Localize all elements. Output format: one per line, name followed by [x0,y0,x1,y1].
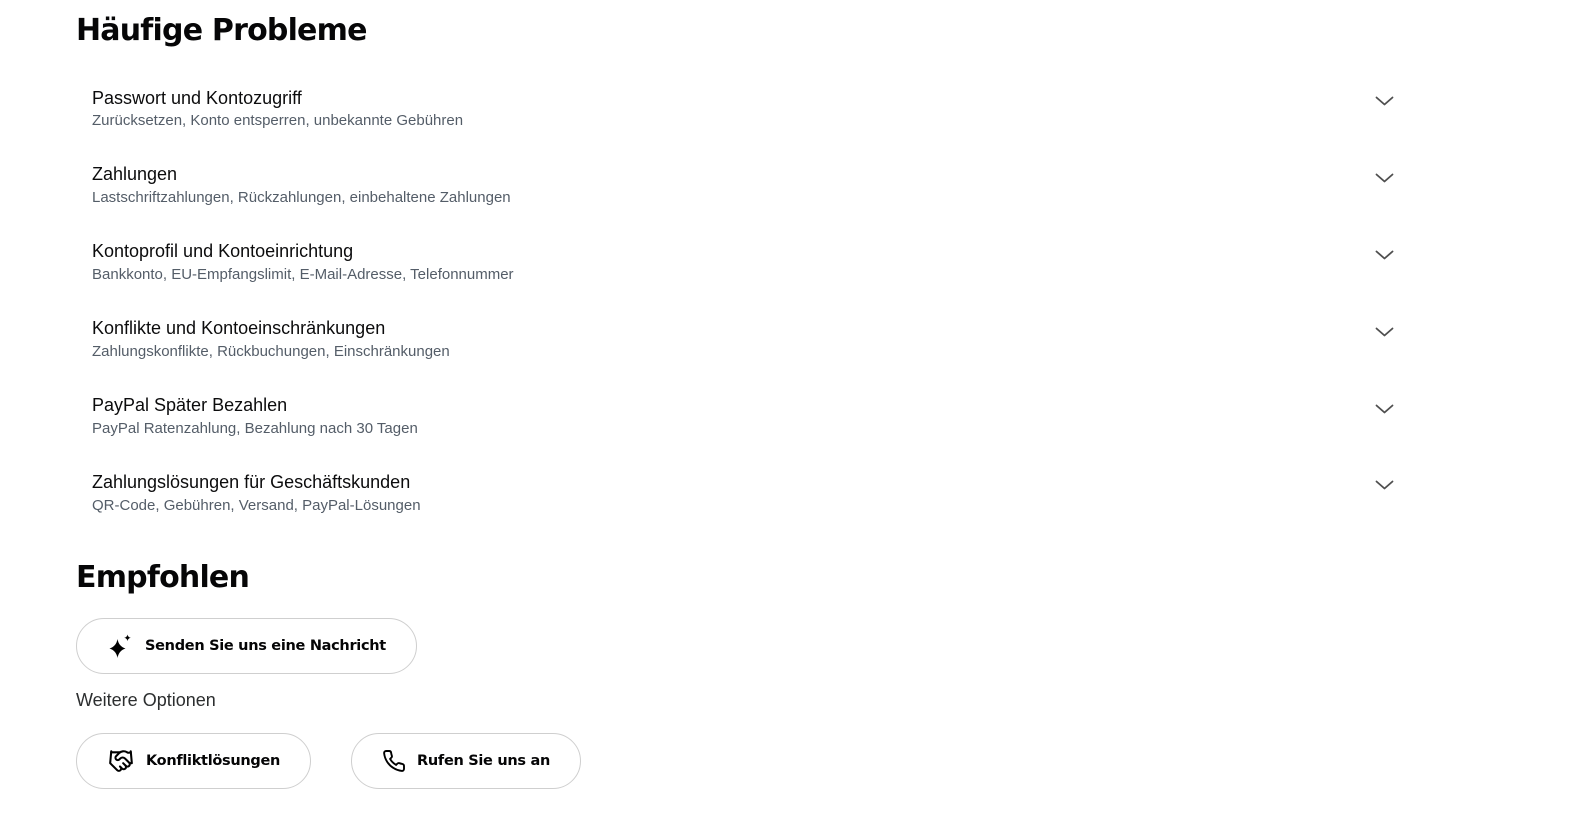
issue-title: Kontoprofil und Kontoeinrichtung [92,241,354,262]
dispute-resolution-label: Konfliktlösungen [146,752,281,769]
phone-icon [382,749,406,773]
send-message-label: Senden Sie uns eine Nachricht [145,638,386,655]
chevron-down-icon [1375,480,1394,491]
expand-button[interactable] [1371,474,1397,498]
issue-subtitle: Lastschriftzahlungen, Rückzahlungen, einbehaltene Zahlungen [92,189,511,207]
expand-button[interactable] [1371,90,1397,114]
chevron-down-icon [1375,173,1394,184]
issue-text [92,472,421,516]
issue-row-payments[interactable] [92,150,1401,227]
issue-title: Passwort und Kontozugriff [92,87,302,108]
issue-row-business-payment-solutions[interactable] [92,458,1401,535]
expand-button[interactable] [1371,243,1397,267]
issue-text [92,164,511,208]
issue-text [92,88,463,132]
issue-row-pay-later[interactable] [92,381,1401,458]
issue-title: Konflikte und Kontoeinschränkungen [92,318,386,339]
chevron-down-icon [1375,250,1394,261]
more-options-row [76,733,1401,789]
expand-button[interactable] [1371,320,1397,344]
issue-text [92,318,450,362]
issue-subtitle: Zurücksetzen, Konto entsperren, unbekannte Gebühren [92,112,464,130]
common-issues-list [76,74,1401,535]
more-options-label: Weitere Optionen [76,690,216,711]
chevron-down-icon [1375,96,1394,107]
issue-subtitle: QR-Code, Gebühren, Versand, PayPal-Lösungen [92,496,421,514]
issue-title: Zahlungslösungen für Geschäftskunden [92,471,411,492]
issue-text [92,395,418,439]
expand-button[interactable] [1371,397,1397,421]
issue-subtitle: PayPal Ratenzahlung, Bezahlung nach 30 Tagen [92,420,418,438]
issue-subtitle: Bankkonto, EU-Empfangslimit, E-Mail-Adresse, Telefonnummer [92,266,514,284]
issue-title: Zahlungen [92,164,178,185]
issue-text [92,241,514,285]
call-us-button[interactable] [351,733,581,789]
expand-button[interactable] [1371,166,1397,190]
issue-title: PayPal Später Bezahlen [92,395,288,416]
common-issues-heading: Häufige Probleme [76,13,367,48]
dispute-resolution-button[interactable] [76,733,311,789]
sparkle-icon [107,633,134,660]
recommended-heading: Empfohlen [76,559,250,595]
handshake-icon [107,748,135,774]
recommended-section [76,561,1401,789]
chevron-down-icon [1375,327,1394,338]
issue-row-account-profile-setup[interactable] [92,227,1401,304]
call-us-label: Rufen Sie uns an [417,752,550,769]
send-message-button[interactable] [76,618,417,674]
issue-row-disputes-limitations[interactable] [92,304,1401,381]
issue-subtitle: Zahlungskonflikte, Rückbuchungen, Einschränkungen [92,343,450,361]
chevron-down-icon [1375,404,1394,415]
issue-row-password-account-access[interactable] [92,74,1401,151]
